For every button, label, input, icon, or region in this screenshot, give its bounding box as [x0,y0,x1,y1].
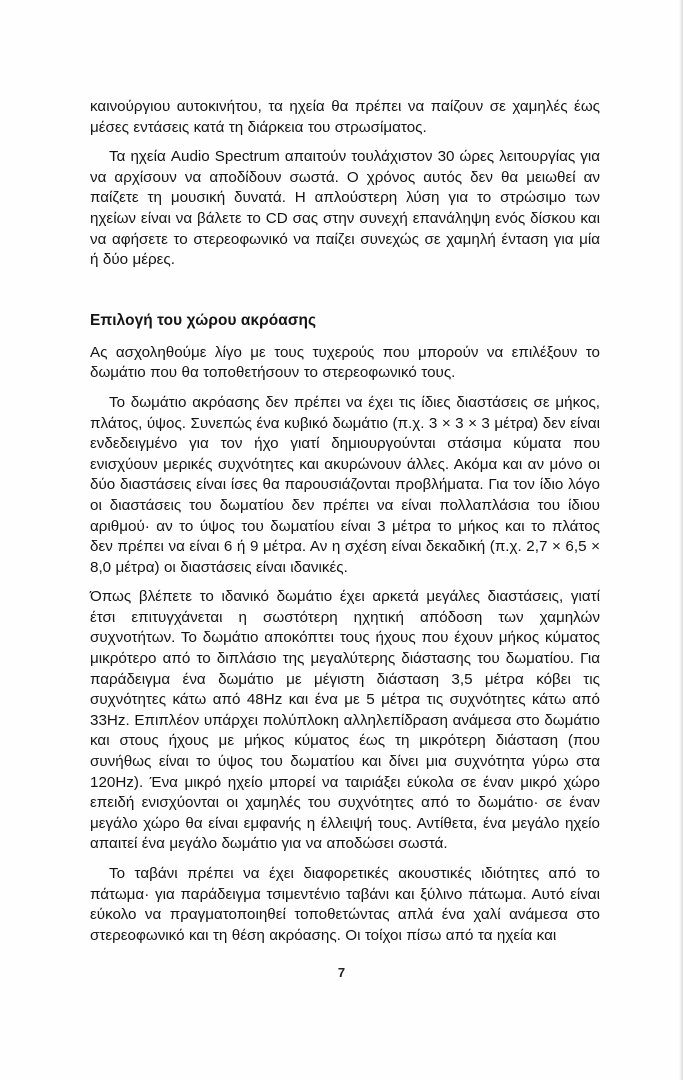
paragraph-6: Το ταβάνι πρέπει να έχει διαφορετικές ακουστικές ιδιότητες από το πάτωμα· για παράδειγμα τσιμεντένιο ταβάνι και ξύλινο πάτωμα. Αυτό είναι εύκολο να πραγματοποιηθεί τοποθετώντας απλά ένα χαλί ανάμεσα στο στερεοφωνικό και τη θέση ακρόασης. Οι τοίχοι πίσω από τα ηχεία και [90,865,600,944]
page-number: 7 [337,965,346,980]
paragraph-3: Ας ασχοληθούμε λίγο με τους τυχερούς που μπορούν να επιλέξουν το δωμάτιο που θα τοποθετήσουν το στερεοφωνικό τους. [90,343,600,382]
section-heading: Επιλογή του χώρου ακρόασης [90,311,317,329]
paragraph-1: καινούργιου αυτοκινήτου, τα ηχεία θα πρέπει να παίζουν σε χαμηλές έως μέσες εντάσεις κατά τη διάρκεια του στρωσίματος. [90,98,600,136]
paragraph-4: Το δωμάτιο ακρόασης δεν πρέπει να έχει τις ίδιες διαστάσεις σε μήκος, πλάτος, ύψος. Συνεπώς ένα κυβικό δωμάτιο (π.χ. 3 × 3 × 3 μέτρα) δεν είναι ενδεδειγμένο για τον ήχο γιατί δημιουργούνται στάσιμα κύματα που ενισχύουν μερικές συχνότητες και ακυρώνουν άλλες. Ακόμα και αν μόνο οι δύο διαστάσεις είναι ίσες θα παρουσιάζονται προβλήματα. Για τον ίδιο λόγο οι διαστάσεις του δωματίου δεν πρέπει να είναι πολλαπλάσια του ίδιου αριθμού· αν το ύψος του δωματίου είναι 3 μέτρα το μήκος και το πλάτος δεν πρέπει να είναι 6 ή 9 μέτρα. Αν η σχέση είναι δεκαδική (π.χ. 2,7 × 6,5 × 8,0 μέτρα) οι διαστάσεις είναι ιδανικές. [90,393,600,576]
page-edge-shadow [679,0,683,1080]
paragraph-2: Τα ηχεία Audio Spectrum απαιτούν τουλάχιστον 30 ώρες λειτουργίας για να αρχίσουν να αποδίδουν σωστά. Ο χρόνος αυτός δεν θα μειωθεί αν παίζετε τη μουσική δυνατά. Η απλούστερη λύση για το στρώσιμο των ηχείων είναι να βάλετε το CD σας στην συνεχή επανάληψη ενός δίσκου και να αφήσετε το στερεοφωνικό να παίζει συνεχώς σε χαμηλή ένταση για μία ή δύο μέρες. [90,148,600,269]
page-body [90,97,600,946]
paragraph-5: Όπως βλέπετε το ιδανικό δωμάτιο έχει αρκετά μεγάλες διαστάσεις, γιατί έτσι επιτυγχάνεται η σωστότερη ηχητική απόδοση των χαμηλών συχνοτήτων. Το δωμάτιο αποκόπτει τους ήχους που έχουν μήκος κύματος μικρότερο από το διπλάσιο της μεγαλύτερης διάστασης του δωματίου. Για παράδειγμα ένα δωμάτιο με μέγιστη διάσταση 3,5 μέτρα κόβει τις συχνότητες κάτω από 48Hz και ένα με 5 μέτρα τις συχνότητες κάτω από 33Hz. Επιπλέον υπάρχει πολύπλοκη αλληλεπίδραση ανάμεσα στο δωμάτιο και στους ήχους με μήκος κύματος έως τη μικρότερη διάσταση (που συνήθως είναι το ύψος του δωματίου και δίνει μια συχνότητα γύρω στα 120Hz). Ένα μικρό ηχείο μπορεί να ταιριάξει εύκολα σε έναν μικρό χώρο επειδή ενισχύονται οι χαμηλές του συχνότητες από το δωμάτιο· σε έναν μεγάλο χώρο θα είναι εμφανής η έλλειψή τους. Αντίθετα, ένα μεγάλο ηχείο απαιτεί ένα μεγάλο δωμάτιο για να αποδώσει σωστά. [90,588,600,853]
